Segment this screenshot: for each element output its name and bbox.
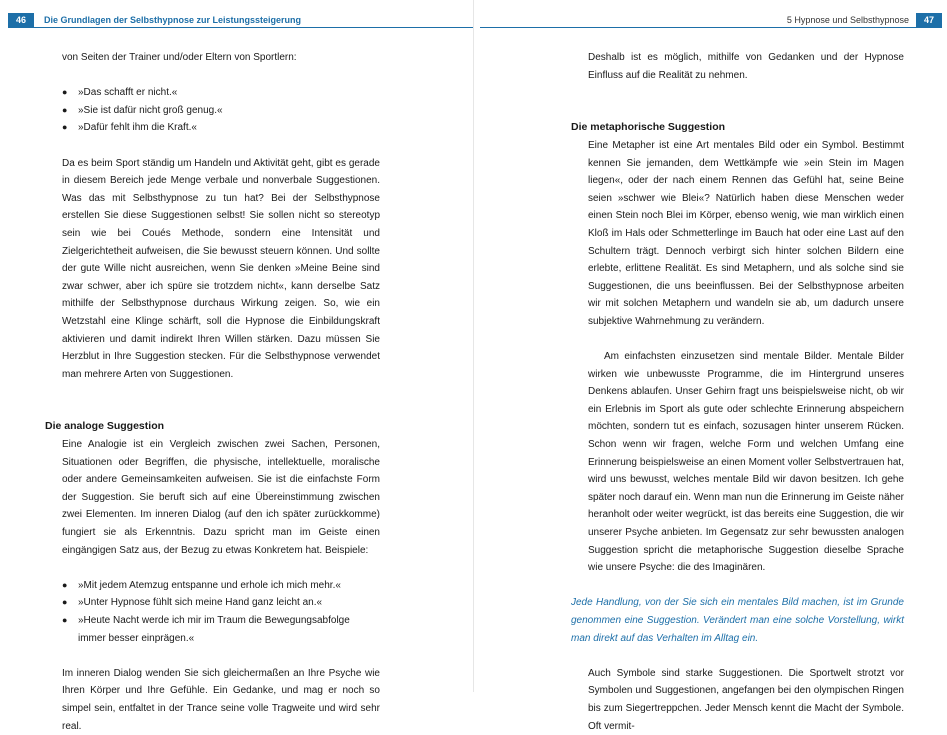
body-paragraph: Eine Metapher ist eine Art mentales Bild oder ein Symbol. Bestimmt kennen Sie jemanden, dem Wettkämpfe wie »ein Stein im Magen liegen«, oder der nach einem Rennen das Gefühl hat, seine Beine seien »schwer wie Blei«? Natürlich haben diese Menschen weder einen Stein noch Blei im Körper, ebenso wenig, wie man wirklich einen Kloß im Hals oder Schmetterlinge im Bauch hat oder eine Last auf den Schultern trägt. Dennoch verbirgt sich hinter solchen Bildern eine erlebte, erlittene Realität. Es sind Metaphern, und als solche sind sie Suggestionen, die uns beeinflussen. Bei der Selbsthypnose arbeiten wir mit solchen Metaphern und wandeln sie ab, um dadurch unsere subjektive Wahrnehmung zu verändern.	[588, 139, 904, 327]
list-item: ● »Das schafft er nicht.«	[62, 84, 380, 102]
right-header-rule	[480, 27, 942, 29]
list-item: ● »Unter Hypnose fühlt sich meine Hand ganz leicht an.«	[62, 594, 380, 612]
bullet-list-1	[62, 84, 380, 137]
body-paragraph: Eine Analogie ist ein Vergleich zwischen zwei Sachen, Personen, Situationen oder Begriffen, die physische, intellektuelle, moralische oder andere Gemeinsamkeiten aufweisen. Sie ist die einfachste Form der Suggestion. Sie beruft sich auf eine Übereinstimmung zwischen zwei Elementen. Im inneren Dialog (auf den ich später zurückkomme) fungiert sie als Erkenntnis. Dazu spricht man im Geiste einen eingängigen Satz aus, der Bezug zu etwas Konkretem hat. Beispiele:	[62, 439, 380, 556]
left-header-rule	[8, 27, 473, 29]
highlight-quote: Jede Handlung, von der Sie sich ein mentales Bild machen, ist im Grunde genommen eine Suggestion. Verändert man eine solche Vorstellung, wirkt man direkt auf das Verhalten im Alltag ein.	[571, 597, 904, 644]
section-heading: Die metaphorische Suggestion	[571, 121, 726, 134]
right-page-body	[571, 49, 904, 735]
section-heading: Die analoge Suggestion	[45, 420, 165, 433]
bullet-icon: ●	[62, 579, 68, 590]
left-page-number: 46	[8, 13, 34, 28]
bullet-icon: ●	[62, 104, 68, 115]
bullet-list-2	[62, 577, 380, 647]
body-paragraph: Da es beim Sport ständig um Handeln und Aktivität geht, gibt es gerade in diesem Bereich jede Menge verbale und nonverbale Suggestionen. Was das mit Selbsthypnose zu tun hat? Bei der Selbsthypnose erstellen Sie diese Suggestionen selbst! Sie sollen nicht so stereotyp sein wie bei Coués Methode, sondern eine Intensität und Zielgerichtetheit aufweisen, die Sie bewusst steuern können. Und sollte der gute Wille nicht ausreichen, wenn Sie denken »Meine Beine sind zwar schwer, aber ich spüre sie trotzdem nicht«, kann derselbe Satz mithilfe der Selbsthypnose durchaus Wirkung zeigen. So, wie ein Wetzstahl eine Klinge schärft, soll die Hypnose die Einbildungskraft aktivieren und damit indirekt Ihren Willen stärken. Dazu müssen Sie Herzblut in Ihre Suggestion stecken. Für die Selbsthypnose verwendet man mehrere Arten von Suggestionen.	[62, 157, 380, 380]
bullet-icon: ●	[62, 87, 68, 98]
list-item: ● »Heute Nacht werde ich mir im Traum die Bewegungsabfolge immer besser einprägen.«	[62, 612, 380, 647]
left-running-head-title: Die Grundlagen der Selbsthypnose zur Leistungssteigerung	[44, 15, 302, 25]
left-running-header	[8, 10, 473, 28]
list-item: ● »Sie ist dafür nicht groß genug.«	[62, 102, 380, 120]
body-paragraph: Am einfachsten einzusetzen sind mentale Bilder. Mentale Bilder wirken wie unbewusste Programme, die im Hintergrund unseres Denkens ablaufen. Unser Gehirn fragt uns beispielsweise nicht, ob wir ein Erlebnis im Sport als gute oder schlechte Erinnerung abspeichern möchten, sondern tut es einfach, sozusagen hinter unserem Rücken. Schon wenn wir fragen, welche Form und welchen Umfang eine Erinnerung beispielsweise an einen Moment voller Selbstvertrauen hat, wird uns bewusst, welches mentale Bild wir davon besitzen. Ich gehe später noch darauf ein. Wenn man nun die Erinnerung im Geiste näher heranholt oder weiter wegrückt, ist das bereits eine Suggestion, die wir unserer Psyche anbieten. Im Gegensatz zur sehr bewussten analogen Suggestion spricht die metaphorische Suggestion dieselbe Sprache wie unsere Psyche: die des Imaginären.	[588, 351, 904, 574]
body-paragraph: Deshalb ist es möglich, mithilfe von Gedanken und der Hypnose Einfluss auf die Realität zu nehmen.	[588, 52, 904, 81]
page-gutter	[473, 0, 474, 692]
bullet-icon: ●	[62, 122, 68, 133]
bullet-icon: ●	[62, 597, 68, 608]
right-running-header	[480, 10, 947, 28]
list-item: ● »Dafür fehlt ihm die Kraft.«	[62, 119, 380, 137]
bullet-icon: ●	[62, 615, 68, 625]
body-paragraph: Im inneren Dialog wenden Sie sich gleichermaßen an Ihre Psyche wie Ihren Körper und Ihre Gefühle. Ein Gedanke, und mag er noch so simpel sein, entfaltet in der Trance seine volle Tragweite und wird sehr real.	[62, 667, 380, 732]
body-paragraph: Auch Symbole sind starke Suggestionen. Die Sportwelt strotzt vor Symbolen und Suggestionen, angefangen bei den olympischen Ringen bis zum Siegertreppchen. Jeder Mensch kennt die Macht der Symbole. Oft vermit-	[588, 667, 904, 732]
intro-line: von Seiten der Trainer und/oder Eltern von Sportlern:	[62, 52, 297, 63]
list-item: ● »Mit jedem Atemzug entspanne und erhole ich mich mehr.«	[62, 577, 380, 595]
right-page-number: 47	[916, 13, 942, 28]
left-page-body	[45, 49, 380, 735]
right-running-head-title: 5 Hypnose und Selbsthypnose	[786, 15, 909, 25]
